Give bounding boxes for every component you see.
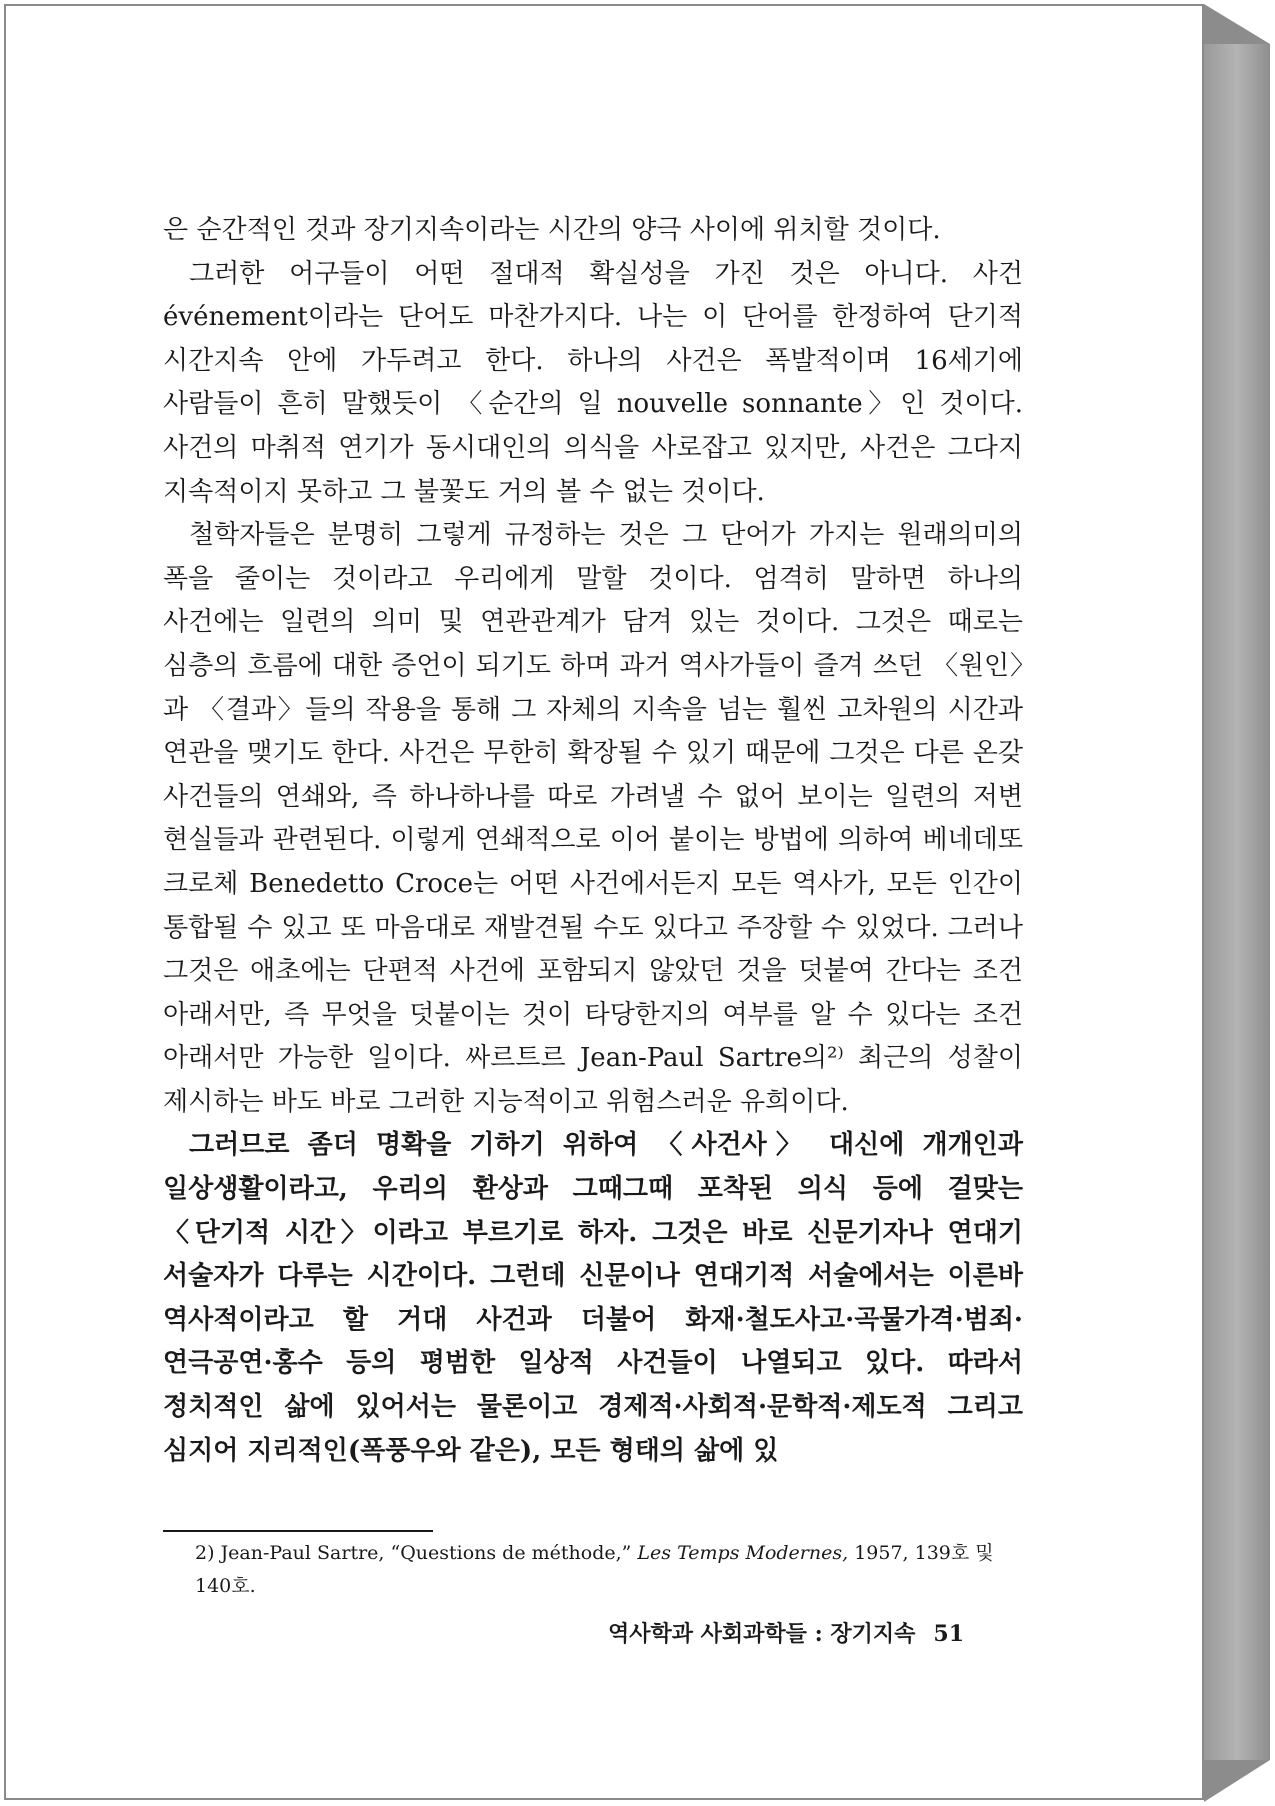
paragraph-philosophers: 철학자들은 분명히 그렇게 규정하는 것은 그 단어가 가지는 원래의미의 폭을 줄이는 것이라고 우리에게 말할 것이다. 엄격히 말하면 하나의 사건에는 일련의 의미 및 연관관계가 담겨 있는 것이다. 그것은 때로는 심층의 흐름에 대한 증언이 되기도 하며 과거 역사가들이 즐겨 쓰던 〈원인〉과 〈결과〉들의 작용을 통해 그 자체의 지속을 넘는 훨씬 고차원의 시간과 연관을 맺기도 한다. 사건은 무한히 확장될 수 있기 때문에 그것은 다른 온갖 사건들의 연쇄와, 즉 하나하나를 따로 가려낼 수 없어 보이는 일련의 저변 현실들과 관련된다. 이렇게 연쇄적으로 이어 붙이는 방법에 의하여 베네데또 크로체 Benedetto Croce는 어떤 사건에서든지 모든 역사가, 모든 인간이 통합될 수 있고 또 마음대로 재발견될 수도 있다고 주장할 수 있었다. 그러나 그것은 애초에는 단편적 사건에 포함되지 않았던 것을 덧붙여 간다는 조건 아래서만, 즉 무엇을 덧붙이는 것이 타당한지의 여부를 알 수 있다는 조건 아래서만 가능한 일이다. 싸르트르 Jean-Paul Sartre의²⁾ 최근의 성찰이 제시하는 바도 바로 그러한 지능적이고 위험스러운 유희이다. (163, 520, 1023, 1117)
footnote-divider (163, 1530, 433, 1532)
footnote-journal-title: Les Temps Modernes, (637, 1542, 849, 1564)
footnote (195, 1537, 1015, 1603)
page-number: 51 (933, 1621, 965, 1647)
paragraph-short-time: 그러므로 좀더 명확을 기하기 위하여 〈사건사〉 대신에 개개인과 일상생활이라고, 우리의 환상과 그때그때 포착된 의식 등에 걸맞는 〈단기적 시간〉이라고 부르기로 하자. 그것은 바로 신문기자나 연대기 서술자가 다루는 시간이다. 그런데 신문이나 연대기적 서술에서는 이른바 역사적이라고 할 거대 사건과 더불어 화재·철도사고·곡물가격·범죄·연극공연·홍수 등의 평범한 일상적 사건들이 나열되고 있다. 따라서 정치적인 삶에 있어서는 물론이고 경제적·사회적·문학적·제도적 그리고 심지어 지리적인(폭풍우와 같은), 모든 형태의 삶에 있 (163, 1130, 1024, 1466)
page-edge-bottom-shadow (1204, 1760, 1270, 1802)
page-edge-top-shadow (1204, 4, 1270, 44)
running-footer (608, 1617, 964, 1648)
page-stack-edge (1204, 44, 1270, 1760)
footnote-marker: 2) (195, 1542, 215, 1564)
body-text (163, 209, 1023, 1473)
paragraph-event-definition: 그러한 어구들이 어떤 절대적 확실성을 가진 것은 아니다. 사건 événement이라는 단어도 마찬가지다. 나는 이 단어를 한정하여 단기적 시간지속 안에 가두려고 한다. 하나의 사건은 폭발적이며 16세기에 사람들이 흔히 말했듯이 〈순간의 일 nouvelle sonnante〉인 것이다. 사건의 마취적 연기가 동시대인의 의식을 사로잡고 있지만, 사건은 그다지 지속적이지 못하고 그 불꽃도 거의 볼 수 없는 것이다. (163, 258, 1023, 507)
footnote-issue: 1957, 139호 및 140호. (195, 1542, 994, 1597)
chapter-title: 역사학과 사회과학들 : 장기지속 (608, 1621, 916, 1647)
footnote-citation: Jean-Paul Sartre, “Questions de méthode,” (220, 1542, 632, 1564)
paragraph-continued: 은 순간적인 것과 장기지속이라는 시간의 양극 사이에 위치할 것이다. (163, 215, 941, 245)
